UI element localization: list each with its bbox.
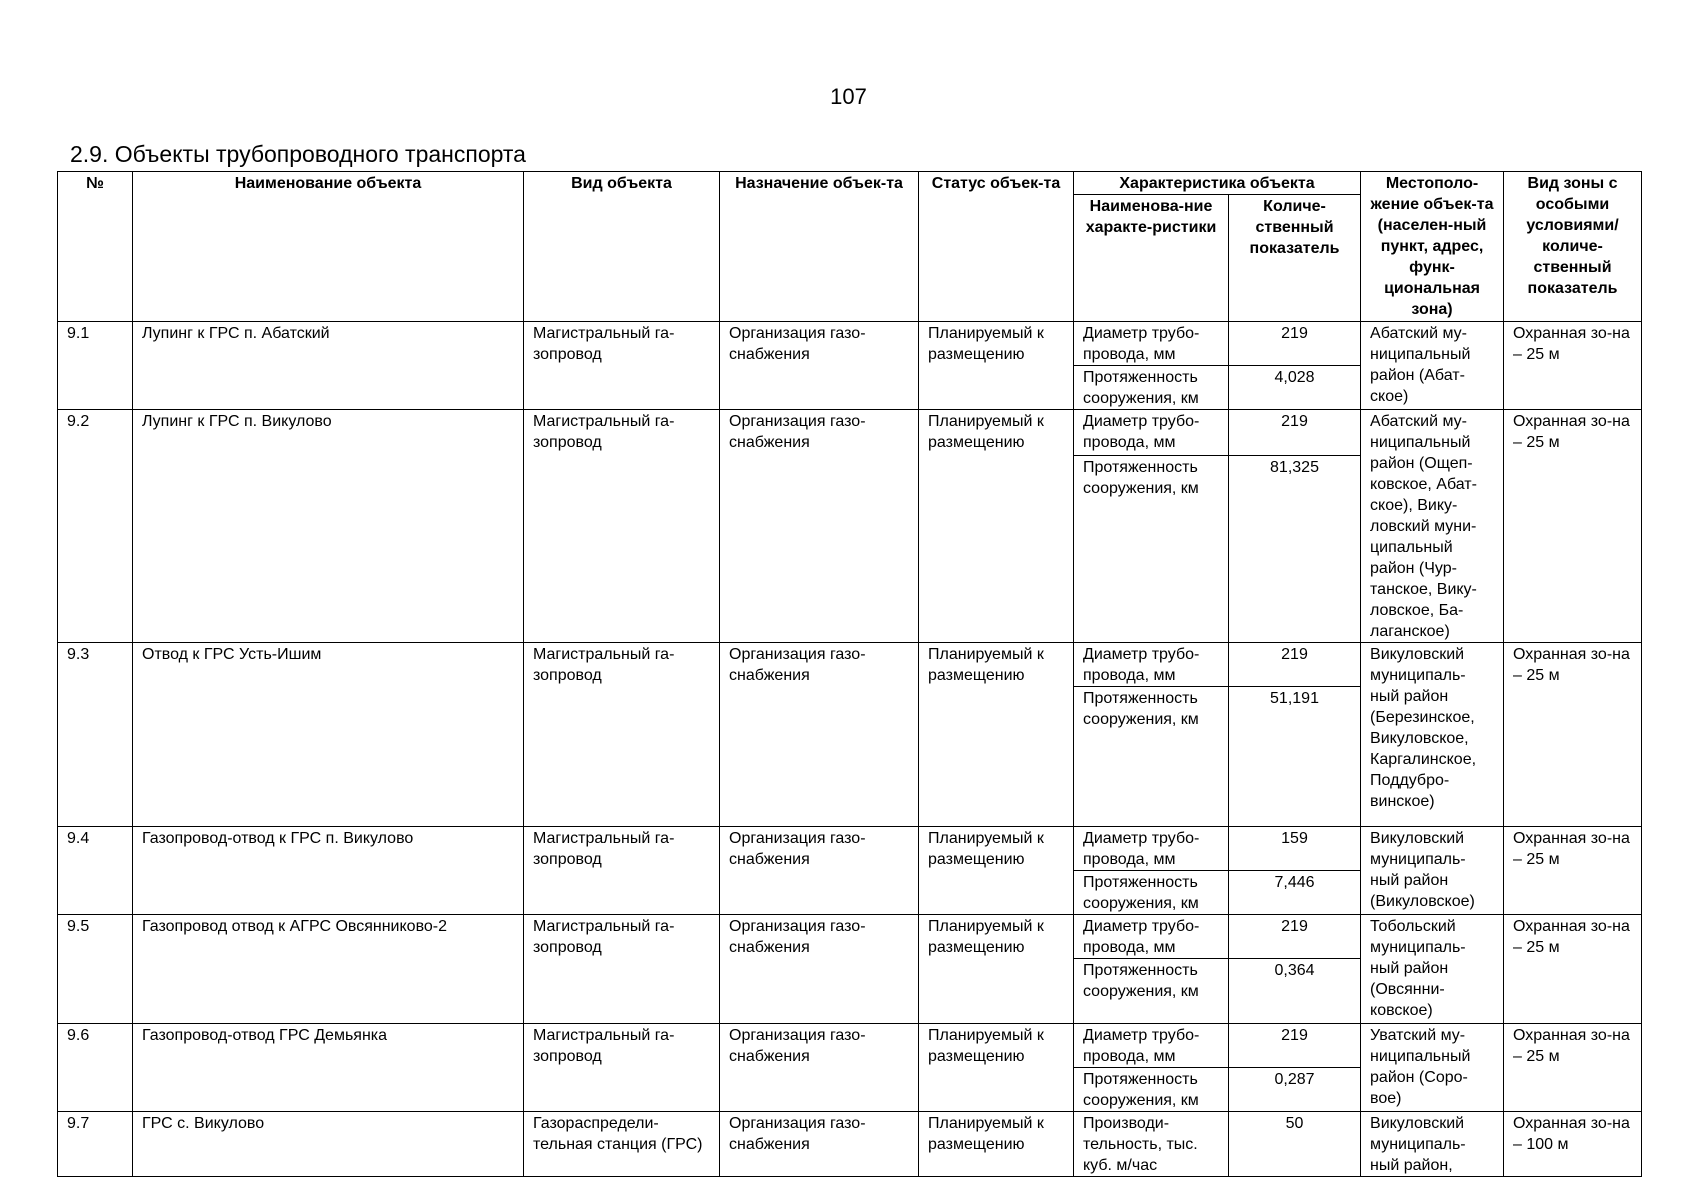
table-row	[58, 322, 1642, 366]
cell-purpose: Организация газо-снабжения	[720, 915, 919, 1024]
cell-char-value: 219	[1229, 643, 1361, 687]
cell-location: Абатский му-ниципальный район (Ощеп-ковское, Абат-ское), Вику-ловский муни-ципальный район (Чур-танское, Вику-ловское, Ба-лаганское)	[1361, 410, 1504, 643]
cell-name: ГРС с. Викулово	[133, 1112, 524, 1177]
table-row	[58, 643, 1642, 687]
cell-location: Викуловский муниципаль-ный район,	[1361, 1112, 1504, 1177]
table-row	[58, 1112, 1642, 1177]
header-purpose: Назначение объек-та	[720, 172, 919, 322]
header-name: Наименование объекта	[133, 172, 524, 322]
cell-status: Планируемый к размещению	[919, 643, 1074, 827]
cell-zone: Охранная зо-на – 25 м	[1504, 1024, 1642, 1112]
cell-char-name: Протяженность сооружения, км	[1074, 871, 1229, 915]
cell-location: Тобольский муниципаль-ный район (Овсянни-ковское)	[1361, 915, 1504, 1024]
cell-status: Планируемый к размещению	[919, 322, 1074, 410]
cell-char-value: 7,446	[1229, 871, 1361, 915]
cell-purpose: Организация газо-снабжения	[720, 1024, 919, 1112]
table-row	[58, 915, 1642, 959]
cell-zone: Охранная зо-на – 25 м	[1504, 643, 1642, 827]
cell-char-value: 50	[1229, 1112, 1361, 1177]
cell-char-name: Производи-тельность, тыс. куб. м/час	[1074, 1112, 1229, 1177]
cell-char-name: Диаметр трубо-провода, мм	[1074, 643, 1229, 687]
cell-location: Викуловский муниципаль-ный район (Березинское, Викуловское, Каргалинское, Поддубро-винское)	[1361, 643, 1504, 827]
cell-zone: Охранная зо-на – 25 м	[1504, 827, 1642, 915]
cell-num: 9.2	[58, 410, 133, 643]
cell-location: Абатский му-ниципальный район (Абат-ское)	[1361, 322, 1504, 410]
cell-char-value: 219	[1229, 915, 1361, 959]
cell-location: Уватский му-ниципальный район (Соро-вое)	[1361, 1024, 1504, 1112]
cell-purpose: Организация газо-снабжения	[720, 1112, 919, 1177]
cell-char-name: Протяженность сооружения, км	[1074, 456, 1229, 643]
cell-zone: Охранная зо-на – 25 м	[1504, 410, 1642, 643]
cell-char-name: Диаметр трубо-провода, мм	[1074, 915, 1229, 959]
section-title: 2.9. Объекты трубопроводного транспорта	[70, 141, 526, 167]
cell-num: 9.1	[58, 322, 133, 410]
cell-name: Лупинг к ГРС п. Абатский	[133, 322, 524, 410]
header-type: Вид объекта	[524, 172, 720, 322]
cell-num: 9.3	[58, 643, 133, 827]
cell-char-value: 219	[1229, 1024, 1361, 1068]
pipeline-objects-table	[57, 171, 1642, 1177]
cell-zone: Охранная зо-на – 25 м	[1504, 322, 1642, 410]
cell-purpose: Организация газо-снабжения	[720, 827, 919, 915]
cell-char-name: Протяженность сооружения, км	[1074, 366, 1229, 410]
table-row	[58, 827, 1642, 871]
cell-type: Газораспредели-тельная станция (ГРС)	[524, 1112, 720, 1177]
table-row	[58, 1024, 1642, 1068]
cell-name: Отвод к ГРС Усть-Ишим	[133, 643, 524, 827]
cell-char-value: 51,191	[1229, 687, 1361, 827]
cell-char-value: 0,364	[1229, 959, 1361, 1024]
cell-zone: Охранная зо-на – 100 м	[1504, 1112, 1642, 1177]
cell-char-value: 219	[1229, 410, 1361, 456]
cell-status: Планируемый к размещению	[919, 1112, 1074, 1177]
table-row	[58, 410, 1642, 456]
cell-purpose: Организация газо-снабжения	[720, 322, 919, 410]
cell-char-name: Диаметр трубо-провода, мм	[1074, 1024, 1229, 1068]
cell-name: Газопровод отвод к АГРС Овсянниково-2	[133, 915, 524, 1024]
header-status: Статус объек-та	[919, 172, 1074, 322]
cell-purpose: Организация газо-снабжения	[720, 410, 919, 643]
cell-char-name: Диаметр трубо-провода, мм	[1074, 410, 1229, 456]
cell-char-value: 159	[1229, 827, 1361, 871]
cell-type: Магистральный га-зопровод	[524, 1024, 720, 1112]
cell-type: Магистральный га-зопровод	[524, 643, 720, 827]
cell-char-value: 4,028	[1229, 366, 1361, 410]
header-num: №	[58, 172, 133, 322]
cell-char-value: 0,287	[1229, 1068, 1361, 1112]
cell-name: Газопровод-отвод ГРС Демьянка	[133, 1024, 524, 1112]
cell-char-value: 219	[1229, 322, 1361, 366]
header-zone: Вид зоны с особыми условиями/ количе-ственный показатель	[1504, 172, 1642, 322]
cell-char-name: Протяженность сооружения, км	[1074, 959, 1229, 1024]
cell-name: Лупинг к ГРС п. Викулово	[133, 410, 524, 643]
cell-char-name: Протяженность сооружения, км	[1074, 687, 1229, 827]
header-char-qty: Количе-ственный показатель	[1229, 195, 1361, 322]
cell-type: Магистральный га-зопровод	[524, 322, 720, 410]
cell-location: Викуловский муниципаль-ный район (Викуловское)	[1361, 827, 1504, 915]
cell-name: Газопровод-отвод к ГРС п. Викулово	[133, 827, 524, 915]
cell-purpose: Организация газо-снабжения	[720, 643, 919, 827]
cell-char-value: 81,325	[1229, 456, 1361, 643]
cell-status: Планируемый к размещению	[919, 915, 1074, 1024]
header-location: Местополо-жение объек-та (населен-ный пункт, адрес, функ-циональная зона)	[1361, 172, 1504, 322]
cell-status: Планируемый к размещению	[919, 827, 1074, 915]
cell-num: 9.4	[58, 827, 133, 915]
header-characteristic: Характеристика объекта	[1074, 172, 1361, 195]
cell-type: Магистральный га-зопровод	[524, 410, 720, 643]
cell-num: 9.5	[58, 915, 133, 1024]
cell-zone: Охранная зо-на – 25 м	[1504, 915, 1642, 1024]
cell-status: Планируемый к размещению	[919, 1024, 1074, 1112]
cell-char-name: Диаметр трубо-провода, мм	[1074, 827, 1229, 871]
page-number: 107	[830, 84, 867, 109]
cell-type: Магистральный га-зопровод	[524, 827, 720, 915]
cell-char-name: Диаметр трубо-провода, мм	[1074, 322, 1229, 366]
cell-type: Магистральный га-зопровод	[524, 915, 720, 1024]
cell-char-name: Протяженность сооружения, км	[1074, 1068, 1229, 1112]
cell-num: 9.7	[58, 1112, 133, 1177]
cell-num: 9.6	[58, 1024, 133, 1112]
header-char-name: Наименова-ние характе-ристики	[1074, 195, 1229, 322]
cell-status: Планируемый к размещению	[919, 410, 1074, 643]
